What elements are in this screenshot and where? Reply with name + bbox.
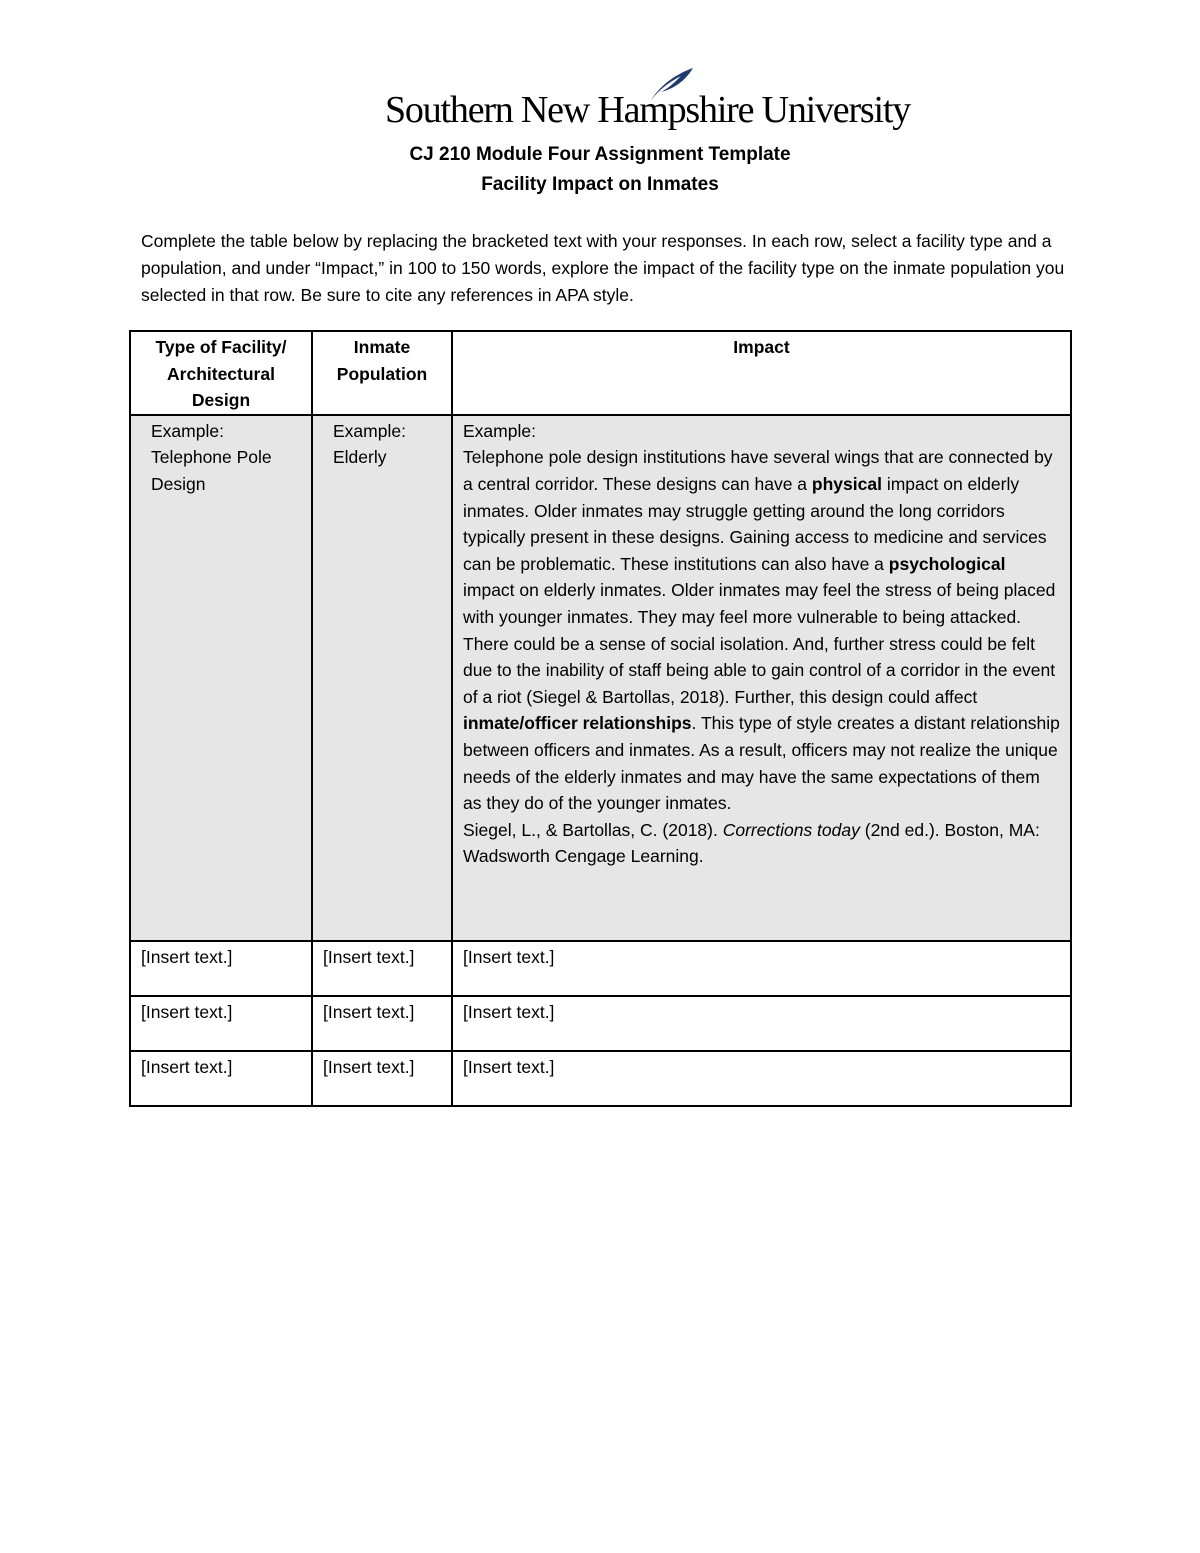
page-subtitle: Facility Impact on Inmates xyxy=(481,174,719,195)
header-population: Inmate Population xyxy=(312,331,452,415)
impact-text: impact on elderly inmates. Older inmates may struggle getting around the long corridors typically present in these designs. Gaining access to medicine and services can be problematic. These institutions can also have a xyxy=(463,473,1047,574)
feather-icon xyxy=(647,66,695,102)
insert-population-cell[interactable]: [Insert text.] xyxy=(312,941,452,996)
insert-facility-cell[interactable]: [Insert text.] xyxy=(130,1051,312,1106)
insert-impact-cell[interactable]: [Insert text.] xyxy=(452,1051,1071,1106)
table-header-row xyxy=(130,331,1071,415)
logo-wordmark: Southern New Hampshire University xyxy=(385,89,911,131)
table-row xyxy=(130,1051,1071,1106)
example-impact-text xyxy=(463,444,1060,816)
example-facility: Telephone Pole Design xyxy=(151,447,272,494)
page-title: CJ 210 Module Four Assignment Template xyxy=(409,144,791,165)
example-population: Elderly xyxy=(333,447,387,468)
table-row xyxy=(130,941,1071,996)
insert-population-cell[interactable]: [Insert text.] xyxy=(312,996,452,1051)
university-logo xyxy=(385,66,911,138)
header-impact: Impact xyxy=(452,331,1071,415)
impact-emphasis: physical xyxy=(811,473,882,494)
insert-impact-cell[interactable]: [Insert text.] xyxy=(452,996,1071,1051)
instructions-paragraph: Complete the table below by replacing the bracketed text with your responses. In each row, select a facility type and a population, and under “Impact,” in 100 to 150 words, explore the impact of the facility type on the inmate population you selected in that row. Be sure to cite any references in APA style. xyxy=(141,231,1065,305)
insert-population-cell[interactable]: [Insert text.] xyxy=(312,1051,452,1106)
reference-authors: Siegel, L., & Bartollas, C. (2018). xyxy=(463,819,723,840)
insert-facility-cell[interactable]: [Insert text.] xyxy=(130,941,312,996)
example-row xyxy=(130,415,1071,941)
table-row xyxy=(130,996,1071,1051)
impact-text: Telephone pole design institutions have several wings that are connected by a central corridor. These designs can have a xyxy=(463,447,1053,494)
insert-impact-cell[interactable]: [Insert text.] xyxy=(452,941,1071,996)
impact-emphasis: psychological xyxy=(888,553,1006,574)
example-impact-cell xyxy=(452,415,1071,941)
reference-publisher: (2nd ed.). Boston, MA: Wadsworth Cengage Learning. xyxy=(463,819,1040,867)
example-population-cell xyxy=(312,415,452,941)
header-facility: Type of Facility/ Architectural Design xyxy=(130,331,312,415)
assignment-table xyxy=(129,330,1072,1107)
example-reference xyxy=(463,817,1060,870)
reference-title: Corrections today xyxy=(722,819,860,840)
impact-emphasis: inmate/officer relationships xyxy=(463,713,692,734)
example-facility-cell xyxy=(130,415,312,941)
insert-facility-cell[interactable]: [Insert text.] xyxy=(130,996,312,1051)
example-label: Example: xyxy=(463,420,536,441)
example-label: Example: xyxy=(151,420,224,441)
example-label: Example: xyxy=(333,420,406,441)
impact-text: impact on elderly inmates. Older inmates may feel the stress of being placed with younger inmates. They may feel more vulnerable to being attacked. There could be a sense of social isolation. And, further stress could be felt due to the inability of staff being able to gain control of a corridor in the event of a riot (Siegel & Bartollas, 2018). Further, this design could affect xyxy=(463,580,1056,707)
impact-text: . This type of style creates a distant relationship between officers and inmates. As a result, officers may not realize the unique needs of the elderly inmates and may have the same expectations of them as they do of the younger inmates. xyxy=(463,713,1060,814)
